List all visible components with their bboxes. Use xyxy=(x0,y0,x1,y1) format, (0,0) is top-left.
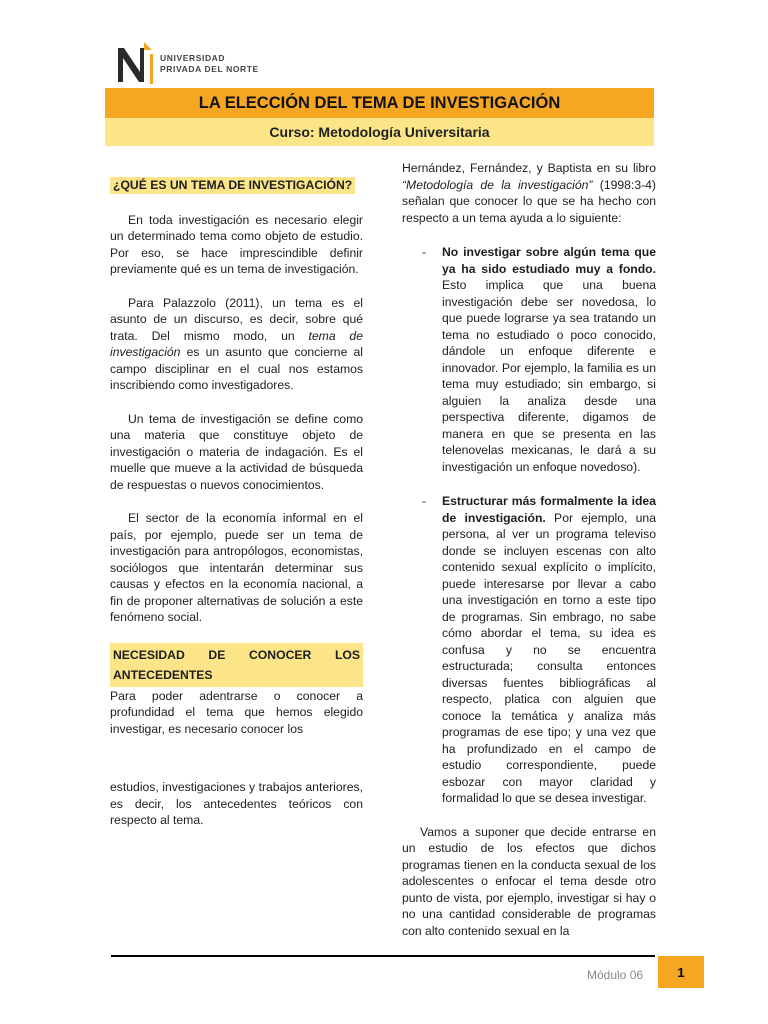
paragraph: Vamos a suponer que decide entrarse en un estudio de los efectos que dichos programas tienen en la conducta sexual de los adolescentes o enfocar el tema desde otro punto de vista, por ejemplo, investigar si hay o no una cantidad considerable de programas con alto contenido sexual en la xyxy=(402,824,656,938)
paragraph: El sector de la economía informal en el país, por ejemplo, puede ser un tema de investigación para antropólogos, economistas, sociólogos que intentarán determinar sus causas y efectos en la economía nacional, a fin de proponer alternativas de solución a este fenómeno social. xyxy=(110,511,363,624)
paragraph xyxy=(110,295,363,394)
left-column xyxy=(110,160,363,829)
emphasis: “Metodología de la investigación” xyxy=(402,177,593,192)
text-span: Hernández, Fernández, y Baptista en su libro xyxy=(402,161,656,175)
text-span: es un asunto que concierne al campo disciplinar en el cual nos estamos inscribiendo como investigadores. xyxy=(110,345,363,392)
right-column xyxy=(402,160,656,939)
bullet-text xyxy=(442,493,656,807)
bullet-lead: No investigar sobre algún tema que ya ha sido estudiado muy a fondo. xyxy=(442,245,656,276)
paragraph: estudios, investigaciones y trabajos anteriores, es decir, los antecedentes teóricos con respecto al tema. xyxy=(110,780,363,827)
bullet-dash: - xyxy=(422,245,427,259)
text-span: Esto implica que una buena investigación debe ser novedosa, lo que puede lograrse ya sea tratando un tema no estudiado o poco conocido, dándole un enfoque diferente e innovador. Por ejemplo, la familia es un tema muy estudiado; sin embargo, si alguien la analiza desde una perspectiva diferente, digamos de manera en que se presenta en las telenovelas mexicanas, le dará a su investigación un enfoque novedoso). xyxy=(442,278,656,474)
section-heading-what-is: ¿QUÉ ES UN TEMA DE INVESTIGACIÓN? xyxy=(110,177,355,194)
paragraph: Un tema de investigación se define como una materia que constituye objeto de investigación o materia de indagación. Es el muelle que mueve a la actividad de búsqueda de respuestas o nuevos conocimientos. xyxy=(110,411,363,492)
text-span: Por ejemplo, una persona, al ver un programa televiso donde se incluyen escenas con alto contenido sexual explícito o implícito, puede interesarse por llevar a cabo una investigación en torno a este tipo de programas. Sin embrago, no sabe cómo abordar el tema, su idea es confusa y no se encuentra estructurada; consulta entonces diversas fuentes bibliográficas al respecto, platica con alguien que conoce la temática y analiza más programas de ese tipo; y una vez que ha profundizado en el campo de estudio correspondiente, puede esbozar con mayor claridad y formalidad lo que se desea investigar. xyxy=(442,510,656,805)
section-heading-antecedents: NECESIDAD DE CONOCER LOS ANTECEDENTES xyxy=(110,643,363,687)
page-number: 1 xyxy=(658,956,704,988)
bullet-dash: - xyxy=(422,494,427,508)
logo-n-icon xyxy=(114,38,162,86)
logo-line2: PRIVADA DEL NORTE xyxy=(160,64,259,74)
emphasis: tema de investigación xyxy=(110,328,363,359)
footer-divider xyxy=(111,955,655,957)
bullet-text xyxy=(442,244,656,475)
list-item xyxy=(402,244,656,475)
text-span: Para Palazzolo (2011), un tema es el asunto de un discurso, es decir, sobre qué trata. Del mismo modo, un xyxy=(110,295,363,343)
bullet-lead: Estructurar más formalmente la idea de investigación. xyxy=(442,494,656,525)
logo-text xyxy=(160,53,259,75)
paragraph xyxy=(402,160,656,226)
list-item xyxy=(402,493,656,807)
document-title: LA ELECCIÓN DEL TEMA DE INVESTIGACIÓN xyxy=(105,88,654,118)
paragraph: En toda investigación es necesario elegir un determinado tema como objeto de estudio. Por eso, se hace imprescindible definir previamente qué es un tema de investigación. xyxy=(110,212,363,276)
module-label: Módulo 06 xyxy=(587,968,644,982)
logo-line1: UNIVERSIDAD xyxy=(160,53,226,63)
text-span: (1998:3-4) señalan que conocer lo que se ha hecho con respecto a un tema ayuda a lo siguiente: xyxy=(402,177,656,225)
course-subtitle: Curso: Metodología Universitaria xyxy=(105,118,654,146)
paragraph: Para poder adentrarse o conocer a profundidad el tema que hemos elegido investigar, es necesario conocer los xyxy=(110,688,363,736)
